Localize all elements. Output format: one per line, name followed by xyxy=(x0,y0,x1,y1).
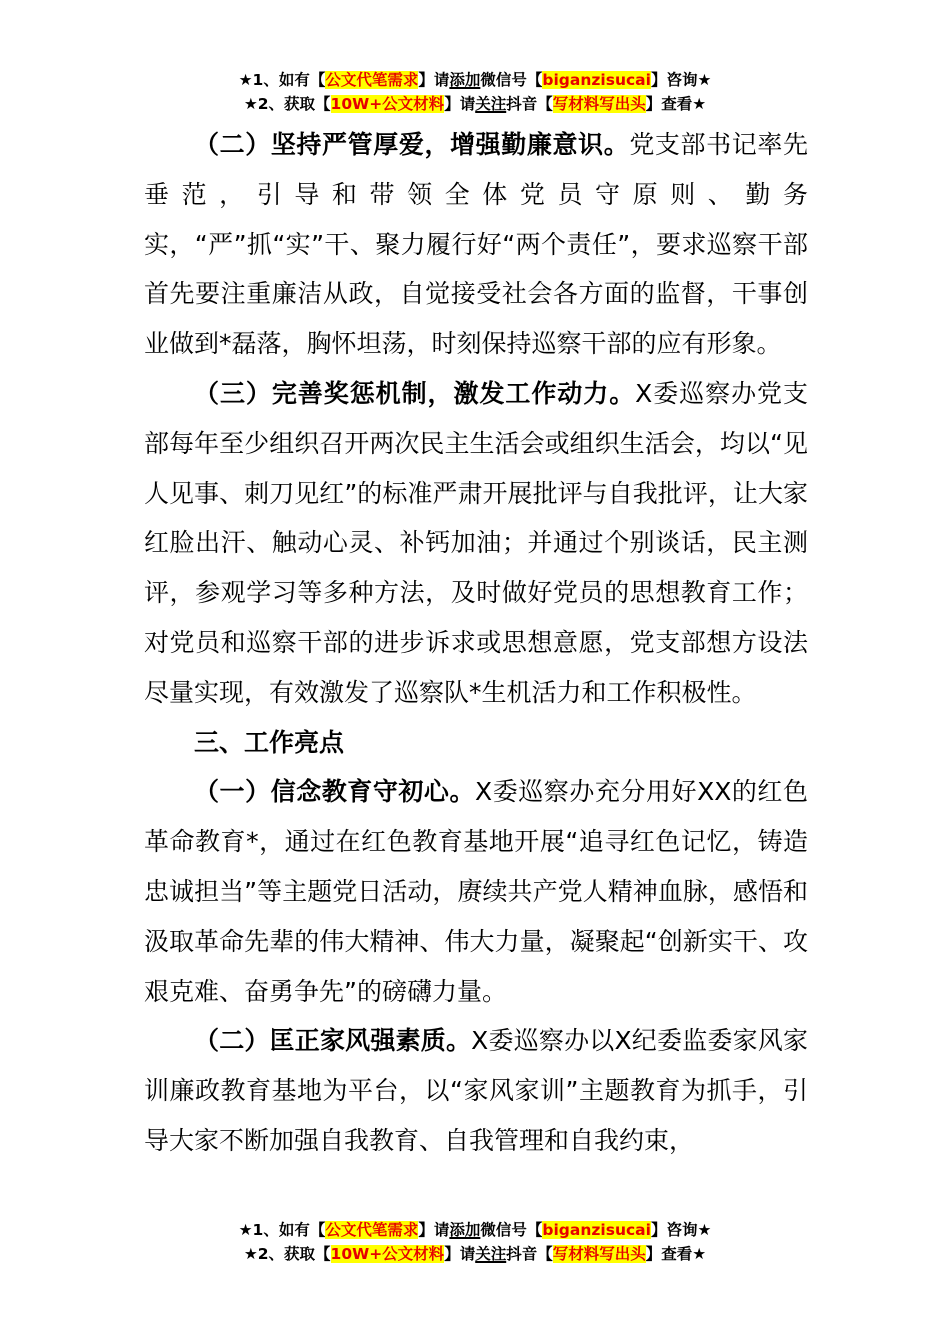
banner-highlight: biganzisucai xyxy=(542,1221,651,1239)
banner-highlight: biganzisucai xyxy=(542,71,651,89)
banner-text: 抖音【 xyxy=(506,95,553,113)
banner-text: 】查看★ xyxy=(645,1245,707,1263)
banner-underlined-text: 关注 xyxy=(475,95,507,113)
banner-text: 微信号【 xyxy=(480,71,543,89)
paragraph-heading: （三）完善奖惩机制，激发工作动力。 xyxy=(194,378,636,408)
banner-highlight: 10W+公文材料 xyxy=(330,95,445,113)
document-body xyxy=(144,120,808,1166)
banner-highlight: 写材料写出头 xyxy=(552,95,646,113)
banner-line-2 xyxy=(0,92,950,116)
footer-banner xyxy=(0,1218,950,1266)
banner-line-2 xyxy=(0,1242,950,1266)
banner-underlined-text: 添加 xyxy=(449,1221,481,1239)
banner-text: ★1、如有【 xyxy=(238,1221,326,1239)
paragraph-body: X委巡察办充分用好XX的红色革命教育*，通过在红色教育基地开展“追寻红色记忆，铸造忠诚担当”等主题党日活动，赓续共产党人精神血脉，感悟和汲取革命先辈的伟大精神、伟大力量，凝聚起“创新实干、攻艰克难、奋勇争先”的磅礴力量。 xyxy=(144,777,808,1006)
banner-highlight: 公文代笔需求 xyxy=(325,1221,419,1239)
paragraph xyxy=(144,767,808,1016)
banner-highlight: 写材料写出头 xyxy=(552,1245,646,1263)
banner-text: 】咨询★ xyxy=(650,1221,712,1239)
banner-text: 】请 xyxy=(418,1221,450,1239)
banner-highlight: 10W+公文材料 xyxy=(330,1245,445,1263)
banner-text: 】查看★ xyxy=(645,95,707,113)
banner-text: 】咨询★ xyxy=(650,71,712,89)
paragraph xyxy=(144,369,808,718)
paragraph-body: X委巡察办党支部每年至少组织召开两次民主生活会或组织生活会，均以“见人见事、刺刀见红”的标准严肃开展批评与自我批评，让大家红脸出汗、触动心灵、补钙加油；并通过个别谈话，民主测评，参观学习等多种方法，及时做好党员的思想教育工作；对党员和巡察干部的进步诉求或思想意愿，党支部想方设法尽量实现，有效激发了巡察队*生机活力和工作积极性。 xyxy=(144,378,808,707)
paragraph-body: 党支部书记率先垂范，引导和带领全体党员守原则、勤务实，“严”抓“实”干、聚力履行好“两个责任”，要求巡察干部首先要注重廉洁从政，自觉接受社会各方面的监督，干事创业做到*磊落，胸怀坦荡，时刻保持巡察干部的应有形象。 xyxy=(144,130,808,359)
banner-line-1 xyxy=(0,68,950,92)
banner-text: 微信号【 xyxy=(480,1221,543,1239)
paragraph xyxy=(144,120,808,369)
paragraph-heading: （二）匡正家风强素质。 xyxy=(194,1026,472,1056)
paragraph-heading: （二）坚持严管厚爱，增强勤廉意识。 xyxy=(194,130,630,159)
paragraph-body: X委巡察办以X纪委监委家风家训廉政教育基地为平台，以“家风家训”主题教育为抓手，引导大家不断加强自我教育、自我管理和自我约束， xyxy=(144,1026,808,1155)
banner-text: 】请 xyxy=(444,95,476,113)
banner-line-1 xyxy=(0,1218,950,1242)
banner-text: ★1、如有【 xyxy=(238,71,326,89)
paragraph-heading: （一）信念教育守初心。 xyxy=(194,777,476,807)
banner-underlined-text: 添加 xyxy=(449,71,481,89)
banner-highlight: 公文代笔需求 xyxy=(325,71,419,89)
section-title: 三、工作亮点 xyxy=(194,727,345,757)
banner-text: 】请 xyxy=(444,1245,476,1263)
paragraph xyxy=(144,1016,808,1165)
banner-text: 抖音【 xyxy=(506,1245,553,1263)
header-banner xyxy=(0,68,950,116)
banner-text: ★2、获取【 xyxy=(243,1245,331,1263)
banner-text: ★2、获取【 xyxy=(243,95,331,113)
banner-text: 】请 xyxy=(418,71,450,89)
banner-underlined-text: 关注 xyxy=(475,1245,507,1263)
